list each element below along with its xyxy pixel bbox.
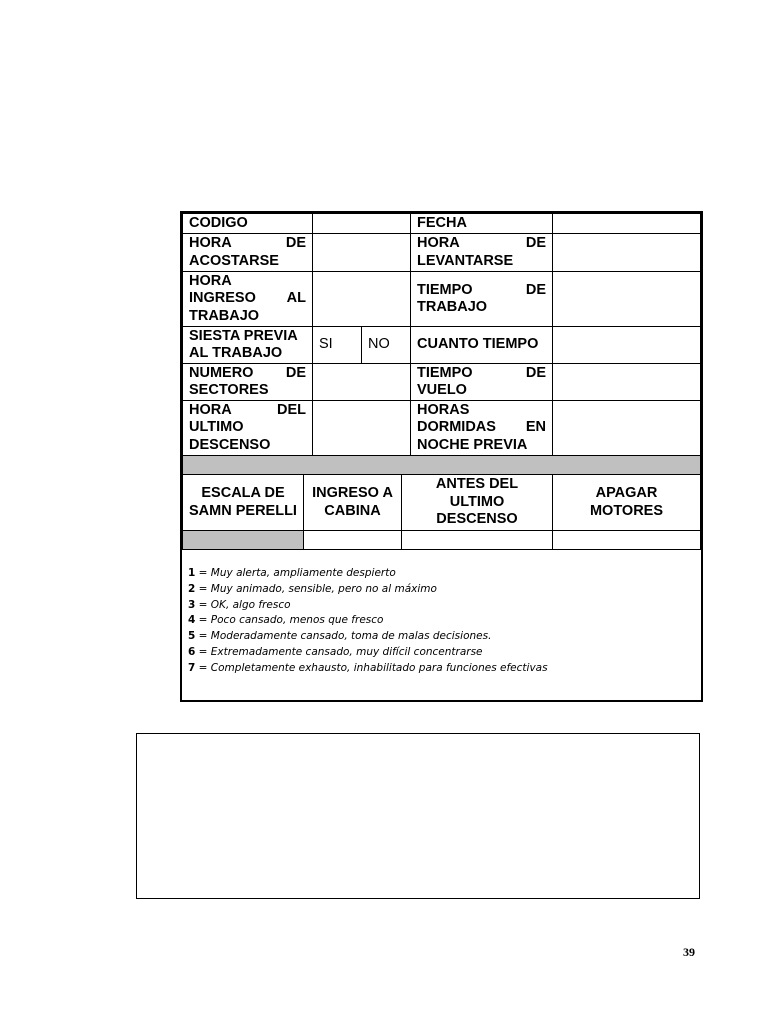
gray-divider [183,456,701,475]
label-hora-ultimo-descenso: HORA DEL ULTIMO DESCENSO [183,401,313,456]
legend-equals: = [195,630,211,643]
legend-list [188,566,701,677]
legend-equals: = [195,598,211,611]
field-tiempo-vuelo[interactable] [553,364,701,401]
field-cuanto-tiempo[interactable] [553,327,701,364]
field-numero-sectores[interactable] [313,364,411,401]
legend-item [188,566,701,582]
legend-text: Moderadamente cansado, toma de malas decisiones. [210,630,492,643]
label-hora-levantarse: HORA DE LEVANTARSE [411,234,553,272]
page-number: 39 [683,945,695,959]
label-codigo: CODIGO [183,214,313,234]
label-hora-acostarse: HORA DE ACOSTARSE [183,234,313,272]
legend-number: 4 [188,614,196,627]
label-siesta: SIESTA PREVIA AL TRABAJO [183,327,313,364]
legend-number: 6 [188,645,196,658]
field-hora-acostarse[interactable] [313,234,411,272]
legend-number: 7 [188,661,196,674]
legend-equals: = [195,645,211,658]
field-tiempo-trabajo[interactable] [553,272,701,327]
legend-text: Poco cansado, menos que fresco [210,614,384,627]
legend-text: Muy alerta, ampliamente despierto [210,567,396,579]
legend-equals: = [195,567,211,579]
label-numero-sectores: NUMERO DE SECTORES [183,364,313,401]
option-no[interactable]: NO [362,327,411,364]
header-apagar-motores: APAGAR MOTORES [553,475,701,531]
option-si[interactable]: SI [313,327,362,364]
legend-item [188,645,701,661]
legend-number: 1 [188,567,196,579]
field-apagar-motores[interactable] [553,531,701,550]
field-fecha[interactable] [553,214,701,234]
legend-text: Completamente exhausto, inhabilitado para funciones efectivas [210,661,548,674]
legend-equals: = [195,614,211,627]
field-hora-levantarse[interactable] [553,234,701,272]
fatigue-form [180,211,703,702]
legend-text: Muy animado, sensible, pero no al máximo [210,582,437,595]
legend-item [188,613,701,629]
field-hora-ingreso[interactable] [313,272,411,327]
field-ingreso-cabina[interactable] [304,531,402,550]
label-cuanto-tiempo: CUANTO TIEMPO [411,327,553,364]
legend-number: 3 [188,598,196,611]
legend-number: 2 [188,582,196,595]
scale-gray-cell [183,531,304,550]
label-hora-ingreso: HORA INGRESO AL TRABAJO [183,272,313,327]
legend-item [188,629,701,645]
label-fecha: FECHA [411,214,553,234]
field-horas-dormidas[interactable] [553,401,701,456]
legend-item [188,598,701,614]
legend-number: 5 [188,630,196,643]
field-hora-ultimo-descenso[interactable] [313,401,411,456]
legend-item [188,582,701,598]
header-ingreso-cabina: INGRESO A CABINA [304,475,402,531]
form-table-scale [182,474,701,550]
label-horas-dormidas: HORAS DORMIDAS EN NOCHE PREVIA [411,401,553,456]
legend-text: Extremadamente cansado, muy difícil concentrarse [210,645,483,658]
legend-item [188,661,701,677]
label-tiempo-vuelo: TIEMPO DE VUELO [411,364,553,401]
header-antes-ultimo-descenso: ANTES DEL ULTIMO DESCENSO [402,475,553,531]
field-antes-ultimo-descenso[interactable] [402,531,553,550]
label-tiempo-trabajo: TIEMPO DE TRABAJO [411,272,553,327]
field-codigo[interactable] [313,214,411,234]
header-escala: ESCALA DE SAMN PERELLI [183,475,304,531]
legend-equals: = [195,582,211,595]
form-table-top [182,213,701,475]
samn-perelli-legend [182,550,701,700]
legend-equals: = [195,661,211,674]
legend-text: OK, algo fresco [210,598,291,611]
notes-box[interactable] [136,733,700,899]
